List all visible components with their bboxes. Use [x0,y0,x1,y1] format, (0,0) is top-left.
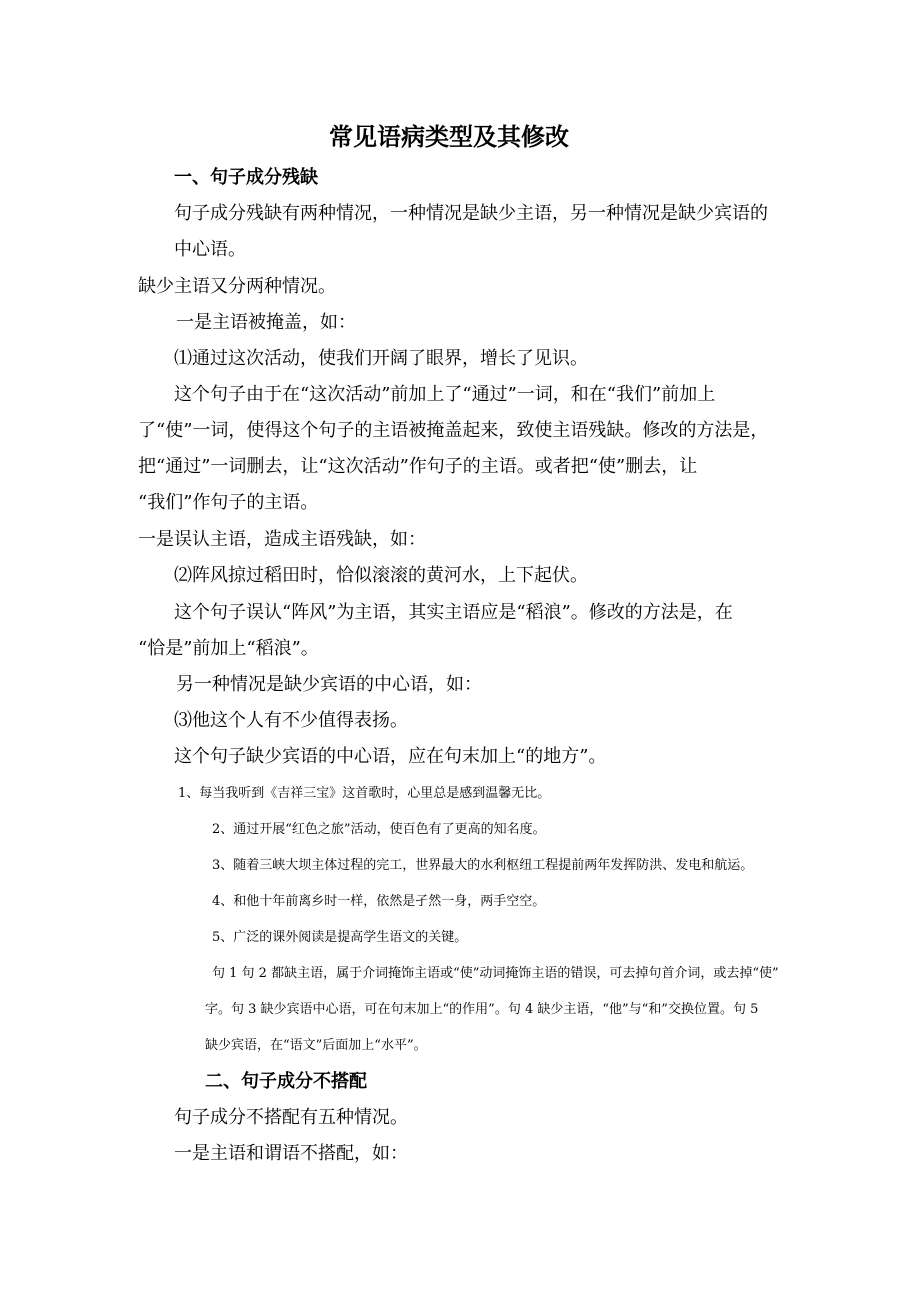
paragraph-line: “恰是”前加上“稻浪”。 [138,638,319,659]
paragraph-line: 另一种情况是缺少宾语的中心语，如： [176,674,482,695]
example-sentence: ⑴通过这次活动，使我们开阔了眼界，增长了见识。 [174,348,588,369]
paragraph-line: 缺少主语又分两种情况。 [138,276,336,297]
paragraph-line: 这个句子缺少宾语的中心语，应在句末加上“的地方”。 [174,746,607,767]
exercise-item: 3、随着三峡大坝主体过程的完工，世界最大的水利枢纽工程提前两年发挥防洪、发电和航运。 [212,858,754,873]
paragraph-line: “我们”作句子的主语。 [138,492,319,513]
exercise-item: 5、广泛的课外阅读是提高学生语文的关键。 [212,930,468,945]
example-sentence: ⑵阵风掠过稻田时，恰似滚滚的黄河水，上下起伏。 [174,565,588,586]
answer-line: 字。句 3 缺少宾语中心语，可在句末加上“的作用”。句 4 缺少主语，“他”与“和”交换位置。句 5 [205,1002,759,1017]
paragraph-line: 句子成分不搭配有五种情况。 [174,1107,408,1128]
paragraph-line: 中心语。 [174,239,246,260]
answer-line: 句 1 句 2 都缺主语，属于介词掩饰主语或“使”动词掩饰主语的错误，可去掉句首介词，或去掉“使” [212,966,779,981]
answer-line: 缺少宾语，在“语文”后面加上“水平”。 [205,1038,427,1053]
paragraph-line: 这个句子由于在“这次活动”前加上了“通过”一词，和在“我们”前加上 [174,384,716,405]
paragraph-line: 把“通过”一词删去，让“这次活动”作句子的主语。或者把“使”删去，让 [138,456,698,477]
paragraph-line: 这个句子误认“阵风”为主语，其实主语应是“稻浪”。修改的方法是，在 [174,602,733,623]
example-sentence: ⑶他这个人有不少值得表扬。 [174,710,408,731]
paragraph-line: 一是主语和谓语不搭配，如： [174,1143,408,1164]
section-heading-1: 一、句子成分残缺 [174,167,318,188]
exercise-item: 1、每当我听到《吉祥三宝》这首歌时，心里总是感到温馨无比。 [178,786,551,801]
exercise-item: 2、通过开展“红色之旅”活动，使百色有了更高的知名度。 [212,822,546,837]
paragraph-line: 一是主语被掩盖，如： [176,312,356,333]
paragraph-line: 一是误认主语，造成主语残缺，如： [138,529,426,550]
page-title: 常见语病类型及其修改 [329,123,569,151]
paragraph-line: 了“使”一词，使得这个句子的主语被掩盖起来，致使主语残缺。修改的方法是， [138,420,769,441]
section-heading-2: 二、句子成分不搭配 [205,1071,367,1092]
exercise-item: 4、和他十年前离乡时一样，依然是孑然一身，两手空空。 [212,894,546,909]
paragraph-line: 句子成分残缺有两种情况，一种情况是缺少主语，另一种情况是缺少宾语的 [174,203,768,224]
